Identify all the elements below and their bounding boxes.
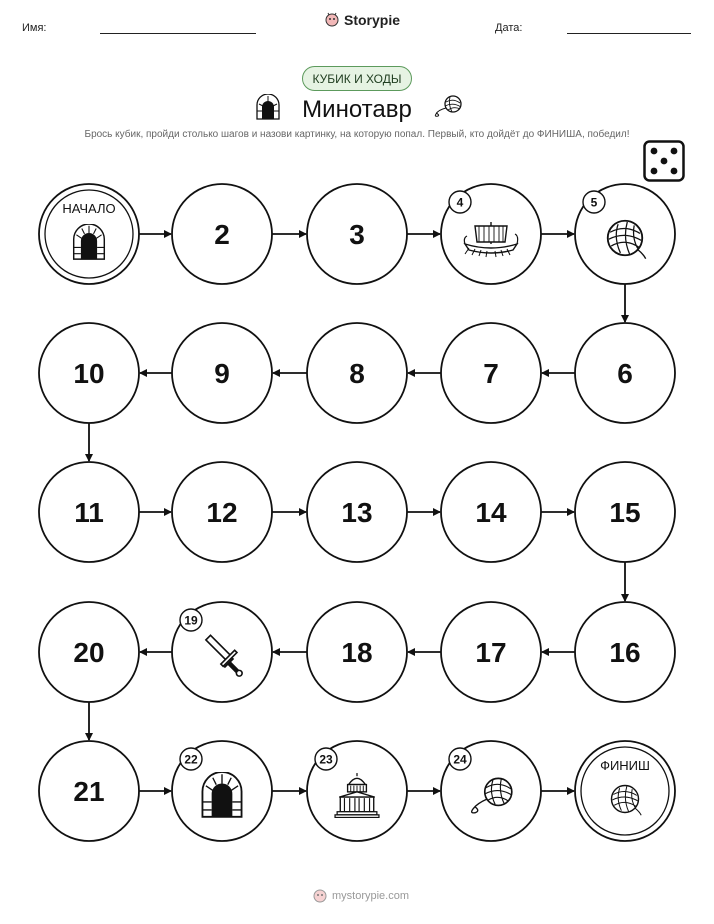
tunnel-icon	[74, 224, 105, 259]
cell-number: 9	[214, 358, 230, 389]
board-cell[interactable]	[39, 323, 139, 423]
cell-number: 22	[184, 752, 198, 767]
board-cells	[39, 184, 675, 841]
date-label: Дата:	[495, 22, 523, 34]
cell-label: ФИНИШ	[600, 758, 650, 773]
cell-number: 10	[73, 358, 105, 389]
footer	[312, 888, 409, 904]
cell-number: 20	[73, 637, 105, 668]
board-cell[interactable]	[441, 741, 541, 841]
cell-number: 8	[349, 358, 365, 389]
board-cell[interactable]	[441, 462, 541, 562]
cell-number: 21	[73, 776, 105, 807]
cell-number: 4	[456, 195, 464, 210]
instructions: Брось кубик, пройди столько шагов и назови картинку, на которую попал. Первый, кто дойдёт до ФИНИША, победил!	[84, 129, 630, 140]
cell-number: 7	[483, 358, 499, 389]
board-cell[interactable]	[172, 184, 272, 284]
cell-number: 5	[590, 195, 598, 210]
cell-number: 17	[475, 637, 507, 668]
board-cell[interactable]	[441, 323, 541, 423]
cell-number: 11	[74, 497, 104, 528]
name-label: Имя:	[22, 22, 47, 34]
cell-number: 2	[214, 219, 230, 250]
board-cell[interactable]	[307, 602, 407, 702]
cell-number: 24	[453, 752, 467, 767]
footer-url: mystorypie.com	[332, 890, 410, 902]
cell-label: НАЧАЛО	[62, 201, 116, 216]
board-cell[interactable]	[575, 323, 675, 423]
cell-number: 3	[349, 219, 365, 250]
board-cell[interactable]	[172, 602, 272, 702]
board-cell[interactable]	[441, 602, 541, 702]
cell-number: 19	[184, 613, 198, 628]
board-cell[interactable]	[307, 323, 407, 423]
brand-name: Storypie	[344, 12, 401, 28]
board-cell[interactable]	[172, 323, 272, 423]
board-cell[interactable]	[39, 462, 139, 562]
board-cell[interactable]	[575, 462, 675, 562]
game-type-tag: КУБИК И ХОДЫ	[302, 66, 412, 91]
cell-number: 12	[206, 497, 238, 528]
mascot-icon	[312, 888, 328, 904]
board-cell[interactable]	[575, 602, 675, 702]
board-cell[interactable]	[441, 184, 541, 284]
board-cell[interactable]	[575, 184, 675, 284]
start-cell[interactable]	[39, 184, 139, 284]
page-title: Минотавр	[302, 96, 412, 123]
cell-number: 18	[341, 637, 373, 668]
board-cell[interactable]	[172, 741, 272, 841]
board-cell[interactable]	[307, 184, 407, 284]
cell-number: 13	[341, 497, 373, 528]
board-cell[interactable]	[307, 462, 407, 562]
cell-number: 15	[609, 497, 641, 528]
cell-number: 23	[319, 752, 333, 767]
cell-number: 14	[475, 497, 507, 528]
tunnel-icon	[202, 772, 241, 817]
board-cell[interactable]	[39, 741, 139, 841]
board-cell[interactable]	[172, 462, 272, 562]
board-cell[interactable]	[307, 741, 407, 841]
board-cell[interactable]	[39, 602, 139, 702]
finish-cell[interactable]	[575, 741, 675, 841]
cell-number: 6	[617, 358, 633, 389]
cell-number: 16	[609, 637, 641, 668]
